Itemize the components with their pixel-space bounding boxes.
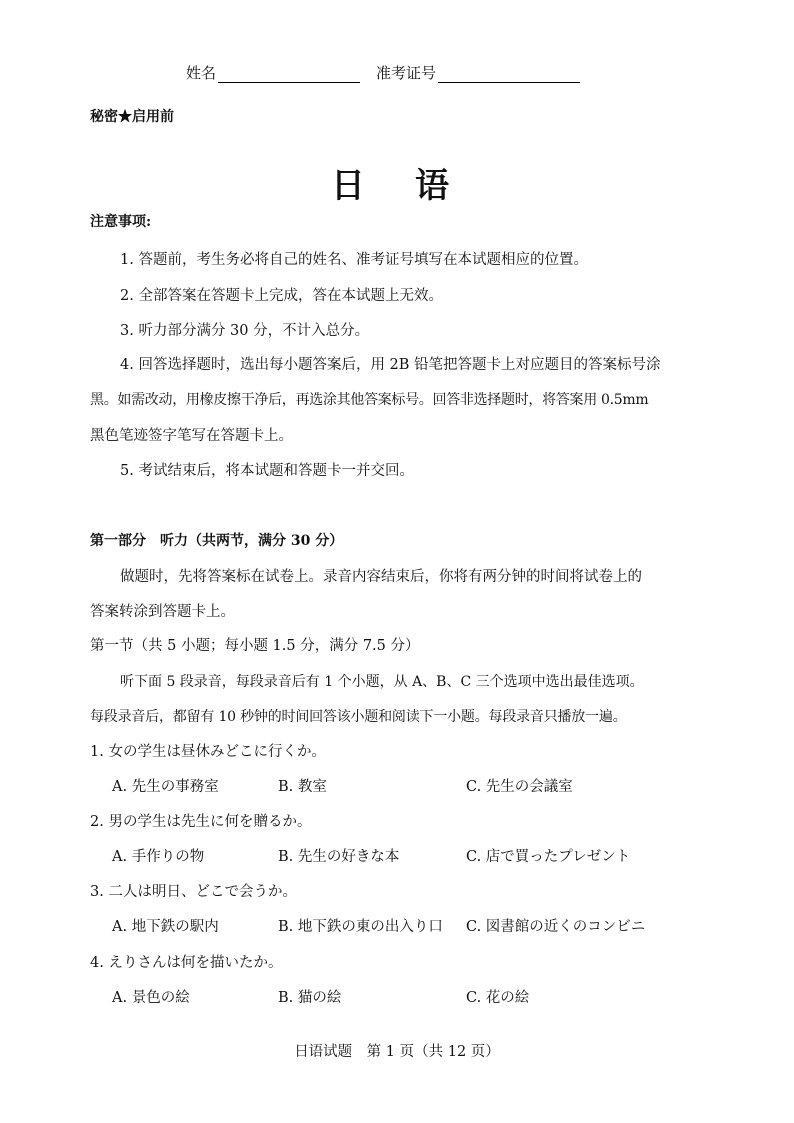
option-b: B. 教室 [278, 779, 327, 795]
option-a: A. 景色の絵 [112, 990, 190, 1006]
part1-intro: 做题时，先将答案标在试卷上。录音内容结束后，你将有两分钟的时间将试卷上的 [120, 569, 642, 585]
name-label: 姓名 [186, 64, 217, 82]
notice-heading: 注意事项: [90, 214, 152, 230]
name-blank-line [218, 68, 360, 83]
section1-instructions: 听下面 5 段录音，每段录音后有 1 个小题，从 A、B、C 三个选项中选出最佳选项。 [120, 674, 644, 690]
exam-id-field [376, 62, 580, 83]
option-c: C. 花の絵 [466, 990, 530, 1006]
option-b: B. 地下鉄の東の出入り口 [278, 919, 443, 935]
notice-item: 5. 考试结束后，将本试题和答题卡一并交回。 [120, 463, 414, 479]
question-text: 1. 女の学生は昼休みどこに行くか。 [90, 744, 326, 760]
notice-item-continued: 黑色笔迹签字笔写在答题卡上。 [90, 428, 293, 444]
section1-instructions-continued: 每段录音后，都留有 10 秒钟的时间回答该小题和阅读下一小题。每段录音只播放一遍。 [90, 709, 627, 725]
option-a: A. 地下鉄の駅内 [112, 919, 219, 935]
part1-intro-continued: 答案转涂到答题卡上。 [90, 604, 235, 620]
notice-item: 4. 回答选择题时，选出每小题答案后，用 2B 铅笔把答题卡上对应题目的答案标号涂 [120, 357, 661, 373]
page-title: 日语 [331, 166, 499, 206]
notice-item-continued: 黑。如需改动，用橡皮擦干净后，再选涂其他答案标号。回答非选择题时，将答案用 0.5mm [90, 392, 649, 408]
part1-heading: 第一部分 听力（共两节，满分 30 分） [90, 533, 344, 549]
notice-item: 3. 听力部分满分 30 分，不计入总分。 [120, 323, 370, 339]
exam-id-label: 准考证号 [376, 64, 437, 82]
option-a: A. 先生の事務室 [112, 779, 219, 795]
candidate-name-field [186, 62, 360, 83]
option-c: C. 図書館の近くのコンビニ [466, 919, 646, 935]
option-b: B. 猫の絵 [278, 990, 342, 1006]
exam-id-blank-line [438, 68, 580, 83]
question-text: 2. 男の学生は先生に何を贈るか。 [90, 814, 312, 830]
option-b: B. 先生の好きな本 [278, 849, 400, 865]
question-text: 4. えりさんは何を描いたか。 [90, 955, 283, 971]
question-text: 3. 二人は明日、どこで会うか。 [90, 884, 297, 900]
secret-mark: 秘密★启用前 [90, 109, 174, 125]
section1-heading: 第一节（共 5 小题；每小题 1.5 分，满分 7.5 分） [90, 638, 420, 654]
notice-item: 2. 全部答案在答题卡上完成，答在本试题上无效。 [120, 288, 443, 304]
page-footer: 日语试题 第 1 页（共 12 页） [294, 1044, 500, 1060]
option-c: C. 店で買ったプレゼント [466, 849, 631, 865]
option-c: C. 先生の会議室 [466, 779, 573, 795]
option-a: A. 手作りの物 [112, 849, 205, 865]
notice-item: 1. 答题前，考生务必将自己的姓名、准考证号填写在本试题相应的位置。 [120, 252, 588, 268]
